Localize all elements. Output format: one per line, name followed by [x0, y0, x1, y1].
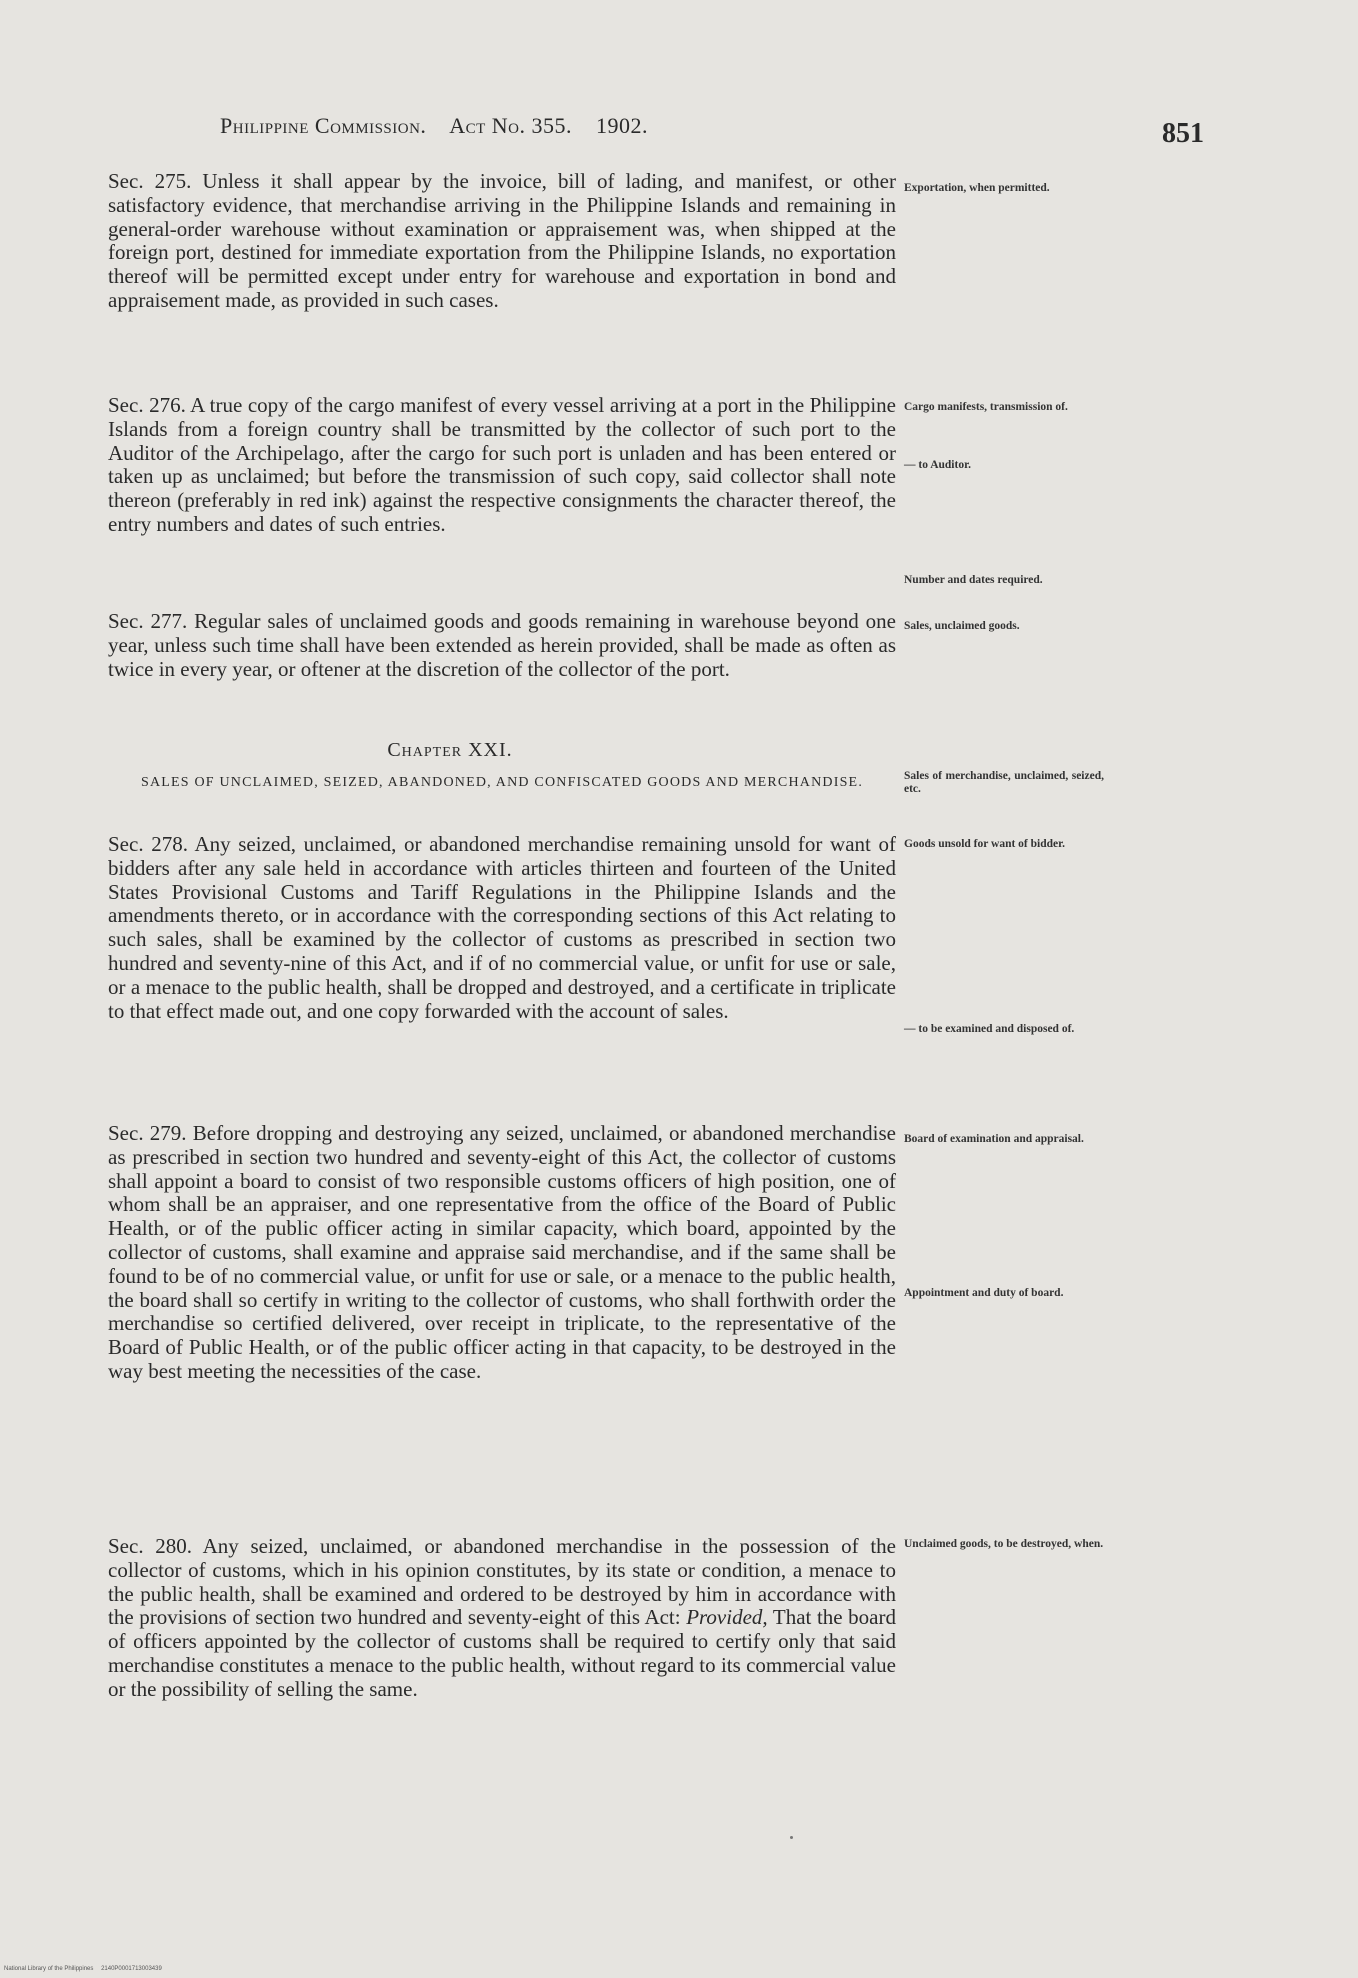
margin-note-to-auditor: — to Auditor.	[904, 459, 971, 471]
chapter-title: SALES OF UNCLAIMED, SEIZED, ABANDONED, AND CONFISCATED GOODS AND MERCHANDISE.	[140, 775, 864, 790]
section-278: Sec. 278. Any seized, unclaimed, or abandoned merchandise remaining unsold for want of bidders after any sale held in accordance with articles thirteen and fourteen of the United States Provisional Customs and Tariff Regulations in the Philippine Islands and the amendments thereto, or in accordance with the corresponding sections of this Act relating to such sales, shall be examined by the collector of customs as prescribed in section two hundred and seventy-nine of this Act, and if of no commercial value, or unfit for use or sale, or a menace to the public health, shall be dropped and destroyed, and a certificate in triplicate to that effect made out, and one copy forwarded with the account of sales.	[108, 832, 896, 1023]
margin-note-unclaimed-destroyed: Unclaimed goods, to be destroyed, when.	[904, 1538, 1104, 1550]
footer-source: National Library of the Philippines	[4, 1966, 94, 1972]
scan-footer	[4, 1966, 168, 1972]
margin-note-number-dates: Number and dates required.	[904, 574, 1043, 586]
section-277: Sec. 277. Regular sales of unclaimed goods and goods remaining in warehouse beyond one year, unless such time shall have been extended as herein provided, shall be made as often as twice in every year, or oftener at the discretion of the collector of the port.	[108, 609, 896, 681]
margin-note-cargo-manifests: Cargo manifests, transmission of.	[904, 401, 1068, 413]
header-year: 1902.	[596, 113, 648, 138]
header-title: Philippine Commission.	[220, 113, 427, 138]
margin-note-goods-unsold: Goods unsold for want of bidder.	[904, 838, 1066, 850]
section-279: Sec. 279. Before dropping and destroying any seized, unclaimed, or abandoned merchandise as prescribed in section two hundred and seventy-eight of this Act, the collector of customs shall appoint a board to consist of two responsible customs officers of high position, one of whom shall be an appraiser, and one representative from the office of the Board of Public Health, or of the public officer acting in similar capacity, which board, appointed by the collector of customs, shall examine and appraise said merchandise, and if the same shall be found to be of no commercial value, or unfit for use or sale, or a menace to the public health, the board shall so certify in writing to the collector of customs, who shall forthwith order the merchandise so certified delivered, over receipt in triplicate, to the representative of the Board of Public Health, or of the public officer acting in that capacity, to be destroyed in the way best meeting the necessities of the case.	[108, 1121, 896, 1383]
margin-note-sales-unclaimed: Sales, unclaimed goods.	[904, 620, 1020, 632]
provided-italic: Provided,	[686, 1605, 768, 1630]
margin-note-appointment-duty: Appointment and duty of board.	[904, 1287, 1064, 1299]
footer-id: 2140P0001713003439	[101, 1966, 162, 1972]
chapter-heading: Chapter XXI.	[387, 739, 513, 761]
header-act: Act No. 355.	[449, 113, 572, 138]
page-speck	[790, 1836, 793, 1839]
margin-note-sales-merchandise: Sales of merchandise, unclaimed, seized, etc.	[904, 770, 1104, 795]
page-number: 851	[1162, 118, 1204, 149]
running-header	[220, 113, 666, 139]
section-280: Sec. 280. Any seized, unclaimed, or abandoned merchandise in the possession of the collector of customs, which in his opinion constitutes, by its state or condition, a menace to the public health, shall be examined and ordered to be destroyed by him in accordance with the provisions of section two hundred and seventy-eight of this Act: Provided, That the board of officers appointed by the collector of customs shall be required to certify only that said merchandise constitutes a menace to the public health, without regard to its commercial value or the possibility of selling the same.	[108, 1534, 897, 1701]
section-276: Sec. 276. A true copy of the cargo manifest of every vessel arriving at a port in the Philippine Islands from a foreign country shall be transmitted by the collector of such port to the Auditor of the Archipelago, after the cargo for such port is unladen and has been entered or taken up as unclaimed; but before the transmission of such copy, said collector shall note thereon (preferably in red ink) against the respective consignments the character thereof, the entry numbers and dates of such entries.	[108, 393, 896, 536]
margin-note-exportation: Exportation, when permitted.	[904, 182, 1050, 194]
margin-note-examined-disposed: — to be examined and disposed of.	[904, 1023, 1075, 1035]
section-275: Sec. 275. Unless it shall appear by the invoice, bill of lading, and manifest, or other satisfactory evidence, that merchandise arriving in the Philippine Islands and remaining in general-order warehouse without examination or appraisement was, when shipped at the foreign port, destined for immediate exportation from the Philippine Islands, no exportation thereof will be permitted except under entry for warehouse and exportation in bond and appraisement made, as provided in such cases.	[108, 169, 896, 312]
margin-note-board-examination: Board of examination and appraisal.	[904, 1133, 1084, 1145]
